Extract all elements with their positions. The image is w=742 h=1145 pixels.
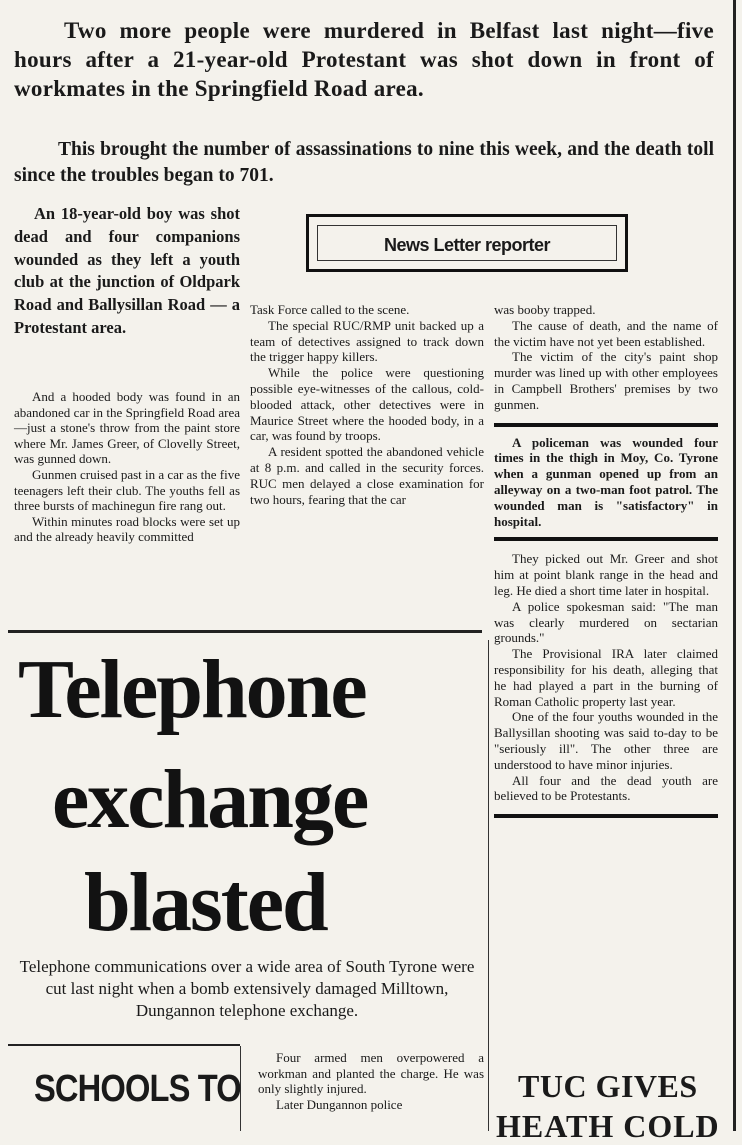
story2-body — [258, 1050, 484, 1112]
column2-body — [250, 302, 484, 507]
headline-line: exchange — [52, 753, 368, 846]
lead-paragraph: Two more people were murdered in Belfast last night—five hours after a 21-year-old Protestant was shot down in front of workmates in the Springfield Road area. — [14, 18, 714, 101]
column3-paragraph: The Provisional IRA later claimed responsibility for his death, alleging that he had played a part in the burning of Roman Catholic property last year. — [494, 646, 718, 709]
column3-paragraph: A police spokesman said: "The man was clearly murdered on sectarian grounds." — [494, 598, 718, 646]
byline: News Letter reporter — [317, 225, 617, 261]
story2-intro: Telephone communications over a wide area of South Tyrone were cut last night when a bomb extensively damaged Milltown, Dungannon telephone exchange. — [19, 957, 475, 1020]
column1-body — [14, 389, 240, 545]
headline-line: blasted — [84, 856, 327, 949]
schools-headline: SCHOOLS TO — [34, 1068, 241, 1110]
column2-paragraph: A resident spotted the abandoned vehicle at 8 p.m. and called in the security forces. RUC men delayed a close examination for two hours, fearing that the car — [250, 444, 484, 507]
column3-paragraph: They picked out Mr. Greer and shot him at point blank range in the head and leg. He died a short time later in hospital. — [494, 551, 718, 598]
section-rule — [494, 423, 718, 427]
column1-paragraph: Within minutes road blocks were set up and the already heavily committed — [14, 513, 240, 545]
story2-paragraph: Four armed men overpowered a workman and planted the charge. He was only slightly injured. — [258, 1050, 484, 1097]
column1-intro — [14, 203, 240, 340]
column3-paragraph: The cause of death, and the name of the victim have not yet been established. — [494, 317, 718, 349]
column3-brief: A policeman was wounded four times in the thigh in Moy, Co. Tyrone when a gunman opened up from an alleyway on a two-man foot patrol. The wounded man is "satisfactory" in hospital. — [494, 434, 718, 529]
column1-paragraph: And a hooded body was found in an abandoned car in the Springfield Road area—just a stone's throw from the paint store where Mr. James Greer, of Clovelly Street, was gunned down. — [14, 389, 240, 467]
column3-body — [494, 302, 718, 818]
story-divider — [8, 630, 482, 633]
column1-paragraph: Gunmen cruised past in a car as the five teenagers left their club. The youths fell as three bursts of machinegun fire rang out. — [14, 466, 240, 514]
column3-paragraph: One of the four youths wounded in the Ballysillan shooting was said to-day to be "seriously ill". The other three are understood to have minor injuries. — [494, 709, 718, 772]
byline-box — [306, 214, 628, 272]
column2-paragraph: Task Force called to the scene. — [250, 302, 410, 317]
column3-paragraph: was booby trapped. — [494, 302, 596, 317]
tuc-headline-line2: HEATH COLD — [496, 1108, 720, 1144]
column2-paragraph: The special RUC/RMP unit backed up a team of detectives assigned to track down the trigger happy killers. — [250, 317, 484, 365]
tuc-headline: TUC GIVES — [518, 1068, 698, 1104]
column3-paragraph: The victim of the city's paint shop murder was lined up with other employees in Campbell Brothers' premises by two gunmen. — [494, 349, 718, 412]
column-border — [733, 0, 736, 1131]
column1-intro-text: An 18-year-old boy was shot dead and four companions wounded as they left a youth club at the junction of Oldpark Road and Ballysillan Road — a Protestant area. — [14, 204, 240, 337]
column2-paragraph: While the police were questioning possible eye-witnesses of the callous, cold-blooded attack, other detectives were in Maurice Street where the hooded body, in a car, was found by troops. — [250, 365, 484, 444]
section-rule — [494, 537, 718, 541]
story2-paragraph: Later Dungannon police — [276, 1096, 403, 1112]
column3-paragraph: All four and the dead youth are believed to be Protestants. — [494, 772, 718, 804]
column-divider — [488, 640, 489, 1131]
lead-subparagraph: This brought the number of assassinations to nine this week, and the death toll since the troubles began to 701. — [14, 139, 714, 186]
section-rule — [494, 814, 718, 818]
headline-line: Telephone — [18, 643, 366, 736]
bottom-rule — [8, 1044, 240, 1046]
